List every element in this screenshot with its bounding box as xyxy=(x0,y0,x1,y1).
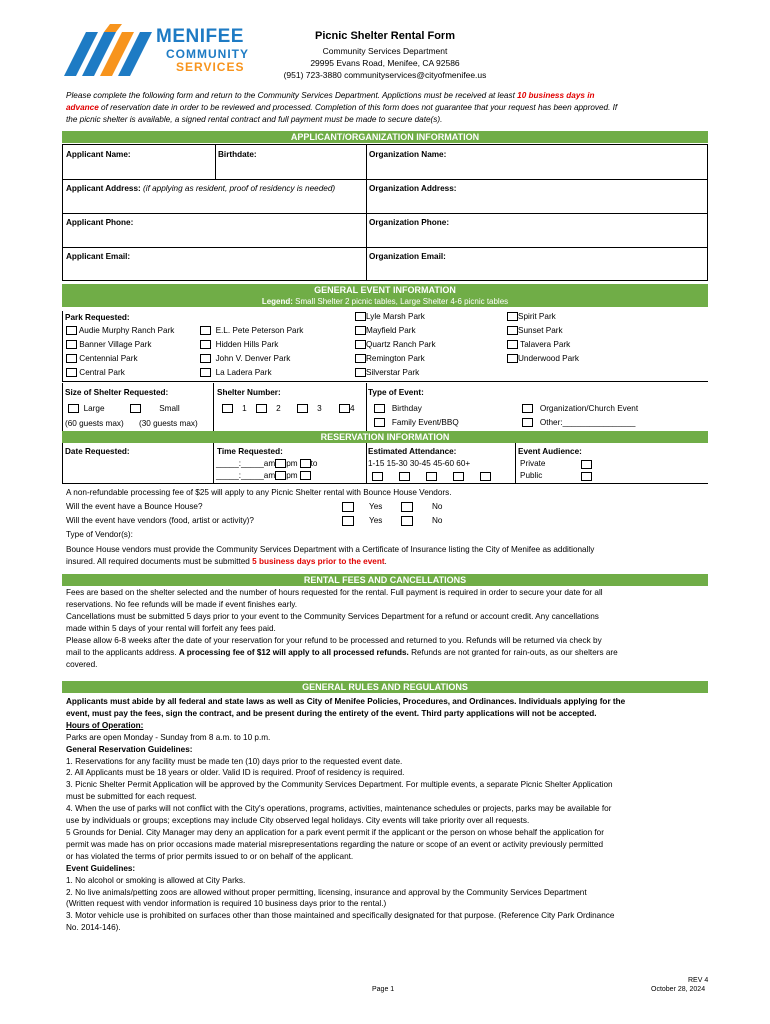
event-type-family[interactable] xyxy=(374,418,459,427)
checkbox[interactable] xyxy=(200,340,211,349)
event-type-birthday-label: Birthday xyxy=(391,404,422,413)
start-time-row[interactable] xyxy=(216,459,317,468)
fees-line: Please allow 6-8 weeks after the date of your reservation for your refund to be processed and returned to you. Refunds will be returned via check by xyxy=(66,636,602,645)
legend-text: Small Shelter 2 picnic tables, Large Shelter 4-6 picnic tables xyxy=(292,297,509,306)
park-option-john-v-denver[interactable] xyxy=(200,354,290,363)
attendance-label: Estimated Attendance: xyxy=(368,447,457,456)
checkbox[interactable] xyxy=(200,368,211,377)
event-type-label: Type of Event: xyxy=(368,388,424,397)
intro-text xyxy=(66,90,711,126)
park-label: Lyle Marsh Park xyxy=(366,312,425,321)
audience-private-label: Private xyxy=(520,459,546,468)
checkbox[interactable] xyxy=(297,404,308,413)
park-label: Quartz Ranch Park xyxy=(366,340,436,349)
rules-text xyxy=(66,696,706,934)
checkbox[interactable] xyxy=(522,404,533,413)
checkbox[interactable] xyxy=(200,326,211,335)
vendor-no-checkbox[interactable] xyxy=(401,516,413,526)
park-option-central[interactable] xyxy=(66,368,125,377)
rules-line: 3. Picnic Shelter Permit Application will be approved by the Community Services Department. For multiple events, a separate Picnic Shelter Application xyxy=(66,780,613,790)
rules-line: 1. Reservations for any facility must be made ten (10) days prior to the requested event date. xyxy=(66,756,403,766)
park-option-audie-murphy[interactable] xyxy=(66,326,174,335)
birthdate-field[interactable]: Birthdate: xyxy=(218,150,257,159)
attendance-checkboxes[interactable] xyxy=(372,472,491,481)
checkbox[interactable] xyxy=(355,368,366,377)
bounce-deadline: 5 business days prior to the event xyxy=(252,557,385,566)
rules-section-header: GENERAL RULES AND REGULATIONS xyxy=(62,681,708,693)
rules-line: use by individuals or groups; exceptions may include City observed legal holidays. City events will take priority over all requests. xyxy=(66,816,530,826)
event-guidelines-heading: Event Guidelines: xyxy=(66,863,136,873)
size-small-caption: (30 guests max) xyxy=(139,419,198,428)
audience-public-label: Public xyxy=(520,471,543,480)
park-label: Underwood Park xyxy=(518,354,579,363)
logo-text-community: COMMUNITY xyxy=(166,47,249,61)
rules-line: Parks are open Monday - Sunday from 8 a.m. to 10 p.m. xyxy=(66,732,271,742)
fees-line: reservations. No fee refunds will be made if event finishes early. xyxy=(66,600,298,609)
park-option-silverstar[interactable] xyxy=(355,368,419,377)
park-option-hidden-hills[interactable] xyxy=(200,340,278,349)
checkbox[interactable] xyxy=(480,472,491,481)
applicant-section-header: APPLICANT/ORGANIZATION INFORMATION xyxy=(62,131,708,143)
applicant-name-field[interactable]: Applicant Name: xyxy=(66,150,131,159)
bounce-note-end: . xyxy=(384,557,387,566)
checkbox[interactable] xyxy=(355,340,366,349)
fees-line: mail to the applicants address. xyxy=(66,648,179,657)
end-time-row[interactable] xyxy=(216,471,311,480)
park-option-centennial[interactable] xyxy=(66,354,138,363)
applicant-email-field[interactable]: Applicant Email: xyxy=(66,252,131,261)
checkbox[interactable] xyxy=(355,354,366,363)
park-option-mayfield[interactable] xyxy=(355,326,416,335)
vendor-question: Will the event have vendors (food, artist or activity)? xyxy=(66,516,254,525)
park-option-banner-village[interactable] xyxy=(66,340,152,349)
checkbox[interactable] xyxy=(68,404,79,413)
organization-address-field[interactable]: Organization Address: xyxy=(369,184,457,193)
bounce-yes-label: Yes xyxy=(369,502,383,511)
department-contact: (951) 723-3880 communityservices@cityofmenifee.us xyxy=(283,70,487,80)
event-type-organization[interactable] xyxy=(522,404,638,413)
bounce-house-question: Will the event have a Bounce House? xyxy=(66,502,203,511)
rules-line: must be submitted for each request. xyxy=(66,792,197,802)
revision-date: October 28, 2024 xyxy=(651,986,706,993)
checkbox[interactable] xyxy=(355,326,366,335)
park-label: Centennial Park xyxy=(79,354,138,363)
rules-line: No. 2014-146). xyxy=(66,923,121,933)
park-option-quartz-ranch[interactable] xyxy=(355,340,436,349)
logo-mark-icon xyxy=(64,24,156,76)
intro-part3: the picnic shelter is available, a signed rental contract and full payment must be made to secure date(s). xyxy=(66,115,443,124)
logo-text-menifee: MENIFEE xyxy=(156,26,244,47)
shelter-number-1[interactable] xyxy=(222,404,247,413)
park-label: Spirit Park xyxy=(518,312,556,321)
checkbox[interactable] xyxy=(66,354,77,363)
revision-label: REV 4 xyxy=(688,977,709,984)
park-option-sunset[interactable] xyxy=(507,326,563,335)
vendor-type-field[interactable]: Type of Vendor(s): xyxy=(66,530,133,539)
pm-checkbox[interactable] xyxy=(300,471,311,480)
rules-line: permit was made has on prior occasions made material misrepresentations regarding the nature or scope of an event or activity previously permitted xyxy=(66,839,603,849)
park-label: Mayfield Park xyxy=(366,326,416,335)
checkbox[interactable] xyxy=(399,472,410,481)
fees-line: covered. xyxy=(66,660,98,669)
park-option-talavera[interactable] xyxy=(507,340,570,349)
rules-line: Applicants must abide by all federal and state laws as well as City of Menifee Policies, Procedures, and Ordinances. Individuals applying for the xyxy=(66,697,626,706)
end-time-field[interactable]: _____:_____am xyxy=(216,471,276,480)
checkbox[interactable] xyxy=(507,354,518,363)
checkbox[interactable] xyxy=(66,326,77,335)
legend-label: Legend: xyxy=(261,297,293,306)
vendor-no-label: No xyxy=(432,516,443,525)
rules-line: 5 Grounds for Denial. City Manager may deny an application for a park event permit if the applicant or the person on whose behalf the application for xyxy=(66,827,604,837)
rules-line: (Written request with vendor information is required 10 business days prior to the rental.) xyxy=(66,899,387,909)
checkbox[interactable] xyxy=(256,404,267,413)
checkbox[interactable] xyxy=(522,418,533,427)
checkbox[interactable] xyxy=(507,312,518,321)
bounce-no-checkbox[interactable] xyxy=(401,502,413,512)
page-number: Page 1 xyxy=(372,986,395,993)
shelter-number-label: Shelter Number: xyxy=(217,388,281,397)
pm-label: pm xyxy=(286,471,298,480)
park-label: John V. Denver Park xyxy=(215,354,291,363)
attendance-options: 1-15 15-30 30-45 45-60 60+ xyxy=(368,459,471,468)
size-large-option[interactable] xyxy=(68,404,105,413)
park-label: E.L. Pete Peterson Park xyxy=(215,326,304,335)
applicant-address-field[interactable] xyxy=(66,184,335,193)
audience-public-checkbox[interactable] xyxy=(581,472,592,481)
bounce-yes-checkbox[interactable] xyxy=(342,502,354,512)
date-requested-field[interactable]: Date Requested: xyxy=(65,447,130,456)
fees-line: Cancellations must be submitted 5 days prior to your event to the Community Services Department for a refund or account credit. Any cancellations xyxy=(66,612,599,621)
park-label: Talavera Park xyxy=(520,340,571,349)
hours-heading: Hours of Operation: xyxy=(66,720,144,730)
park-label: La Ladera Park xyxy=(215,368,272,377)
checkbox[interactable] xyxy=(507,326,518,335)
audience-private-checkbox[interactable] xyxy=(581,460,592,469)
intro-deadline: 10 business days in xyxy=(517,91,595,100)
logo-text-services: SERVICES xyxy=(176,60,245,74)
checkbox[interactable] xyxy=(453,472,464,481)
processing-fee-note: A processing fee of $12 will apply to all processed refunds. xyxy=(178,648,409,657)
park-label: Central Park xyxy=(79,368,125,377)
size-large-label: Large xyxy=(83,404,105,413)
general-event-section-header: GENERAL EVENT INFORMATION xyxy=(62,284,708,296)
number-label: 1 xyxy=(242,404,247,413)
checkbox[interactable] xyxy=(200,354,211,363)
rules-line: 2. All Applicants must be 18 years or older. Valid ID is required. Proof of residency is required. xyxy=(66,768,405,778)
size-small-label: Small xyxy=(159,404,180,413)
applicant-address-label: Applicant Address: xyxy=(66,184,141,193)
size-large-caption: (60 guests max) xyxy=(65,419,124,428)
organization-email-field[interactable]: Organization Email: xyxy=(369,252,446,261)
bounce-note-line2: insured. All required documents must be submitted xyxy=(66,557,253,566)
am-checkbox[interactable] xyxy=(275,471,286,480)
rules-line: event, must pay the fees, sign the contract, and be present during the entirety of the event. Third party applications will not be accepted. xyxy=(66,708,597,718)
park-label: Remington Park xyxy=(366,354,425,363)
checkbox[interactable] xyxy=(374,404,385,413)
fees-line: Fees are based on the shelter selected and the number of hours requested for the rental. Full payment is required in order to secure your date for all xyxy=(66,588,603,597)
shelter-number-2[interactable] xyxy=(256,404,281,413)
fees-line: Refunds are not granted for rain-outs, as our shelters are xyxy=(408,648,618,657)
fees-section-header: RENTAL FEES AND CANCELLATIONS xyxy=(62,574,708,586)
checkbox[interactable] xyxy=(339,404,350,413)
shelter-number-3[interactable] xyxy=(297,404,322,413)
park-label: Sunset Park xyxy=(518,326,563,335)
fees-text xyxy=(66,587,706,671)
fee-note: A non-refundable processing fee of $25 will apply to any Picnic Shelter rental with Bounce House Vendors. xyxy=(66,488,452,497)
event-type-organization-label: Organization/Church Event xyxy=(539,404,639,413)
event-type-birthday[interactable] xyxy=(374,404,422,413)
legend-row xyxy=(62,296,708,307)
park-label: Audie Murphy Ranch Park xyxy=(78,326,175,335)
guidelines-heading: General Reservation Guidelines: xyxy=(66,744,193,754)
to-label: to xyxy=(310,459,318,468)
rules-line: 3. Motor vehicle use is prohibited on surfaces other than those maintained and specifically designated for that purpose. (Reference City Park Ordinance xyxy=(66,911,615,921)
number-label: 4 xyxy=(350,404,355,413)
park-option-underwood[interactable] xyxy=(507,354,579,363)
department-name: Community Services Department xyxy=(322,46,448,56)
form-title: Picnic Shelter Rental Form xyxy=(315,30,455,42)
park-option-la-ladera[interactable] xyxy=(200,368,272,377)
shelter-number-4[interactable] xyxy=(339,404,355,413)
number-label: 3 xyxy=(317,404,322,413)
rules-line: 1. No alcohol or smoking is allowed at City Parks. xyxy=(66,875,246,885)
intro-part2: of reservation date in order to be reviewed and processed. Completion of this form does not guarantee that your request has been approved. If xyxy=(98,103,618,112)
event-type-other-label: Other:________________ xyxy=(539,418,636,427)
checkbox[interactable] xyxy=(66,368,77,377)
park-option-el-pete-peterson[interactable] xyxy=(200,326,303,335)
park-label: Banner Village Park xyxy=(79,340,152,349)
rules-line: 2. No live animals/petting zoos are allowed without proper permitting, licensing, insurance and approval by the Community Services Department xyxy=(66,887,587,897)
am-checkbox[interactable] xyxy=(275,459,286,468)
park-option-lyle-marsh[interactable] xyxy=(355,312,425,321)
time-requested-label: Time Requested: xyxy=(217,447,283,456)
number-label: 2 xyxy=(276,404,281,413)
organization-name-field[interactable]: Organization Name: xyxy=(369,150,447,159)
checkbox[interactable] xyxy=(426,472,437,481)
fees-line: made within 5 days of your rental will forfeit any fees paid. xyxy=(66,624,276,633)
intro-advance: advance xyxy=(66,103,99,112)
checkbox[interactable] xyxy=(355,312,366,321)
checkbox[interactable] xyxy=(374,418,385,427)
checkbox[interactable] xyxy=(130,404,141,413)
vendor-yes-label: Yes xyxy=(369,516,383,525)
start-time-field[interactable]: _____:_____am xyxy=(216,459,276,468)
rules-line: or has violated the terms of prior permits issued to or on behalf of the applicant. xyxy=(66,851,354,861)
pm-label: pm xyxy=(286,459,298,468)
vendor-yes-checkbox[interactable] xyxy=(342,516,354,526)
event-type-other[interactable] xyxy=(522,418,635,427)
bounce-no-label: No xyxy=(432,502,443,511)
applicant-phone-field[interactable]: Applicant Phone: xyxy=(66,218,134,227)
park-option-spirit[interactable] xyxy=(507,312,556,321)
park-label: Silverstar Park xyxy=(366,368,420,377)
checkbox[interactable] xyxy=(222,404,233,413)
event-type-family-label: Family Event/BBQ xyxy=(391,418,459,427)
park-option-remington[interactable] xyxy=(355,354,425,363)
checkbox[interactable] xyxy=(507,340,518,349)
applicant-table xyxy=(62,144,708,281)
applicant-address-note: (if applying as resident, proof of residency is needed) xyxy=(140,184,336,193)
rules-line: 4. When the use of parks will not conflict with the City's operations, programs, activities, maintenance schedules or projects, parks may be available for xyxy=(66,804,612,814)
department-address: 29995 Evans Road, Menifee, CA 92586 xyxy=(310,58,460,68)
reservation-section-header: RESERVATION INFORMATION xyxy=(62,431,708,443)
organization-phone-field[interactable]: Organization Phone: xyxy=(369,218,450,227)
checkbox[interactable] xyxy=(372,472,383,481)
pm-checkbox[interactable] xyxy=(300,459,311,468)
intro-part1: Please complete the following form and return to the Community Services Department. Applictions must be received at least xyxy=(66,91,518,100)
shelter-size-label: Size of Shelter Requested: xyxy=(65,388,169,397)
park-requested-label: Park Requested: xyxy=(65,313,130,322)
size-small-option[interactable] xyxy=(130,404,180,413)
checkbox[interactable] xyxy=(66,340,77,349)
bounce-note-line1: Bounce House vendors must provide the Community Services Department with a Certificate of Insurance listing the City of Menifee as additionally xyxy=(66,545,595,554)
park-label: Hidden Hills Park xyxy=(215,340,279,349)
audience-label: Event Audience: xyxy=(518,447,582,456)
bounce-house-note xyxy=(66,544,706,568)
